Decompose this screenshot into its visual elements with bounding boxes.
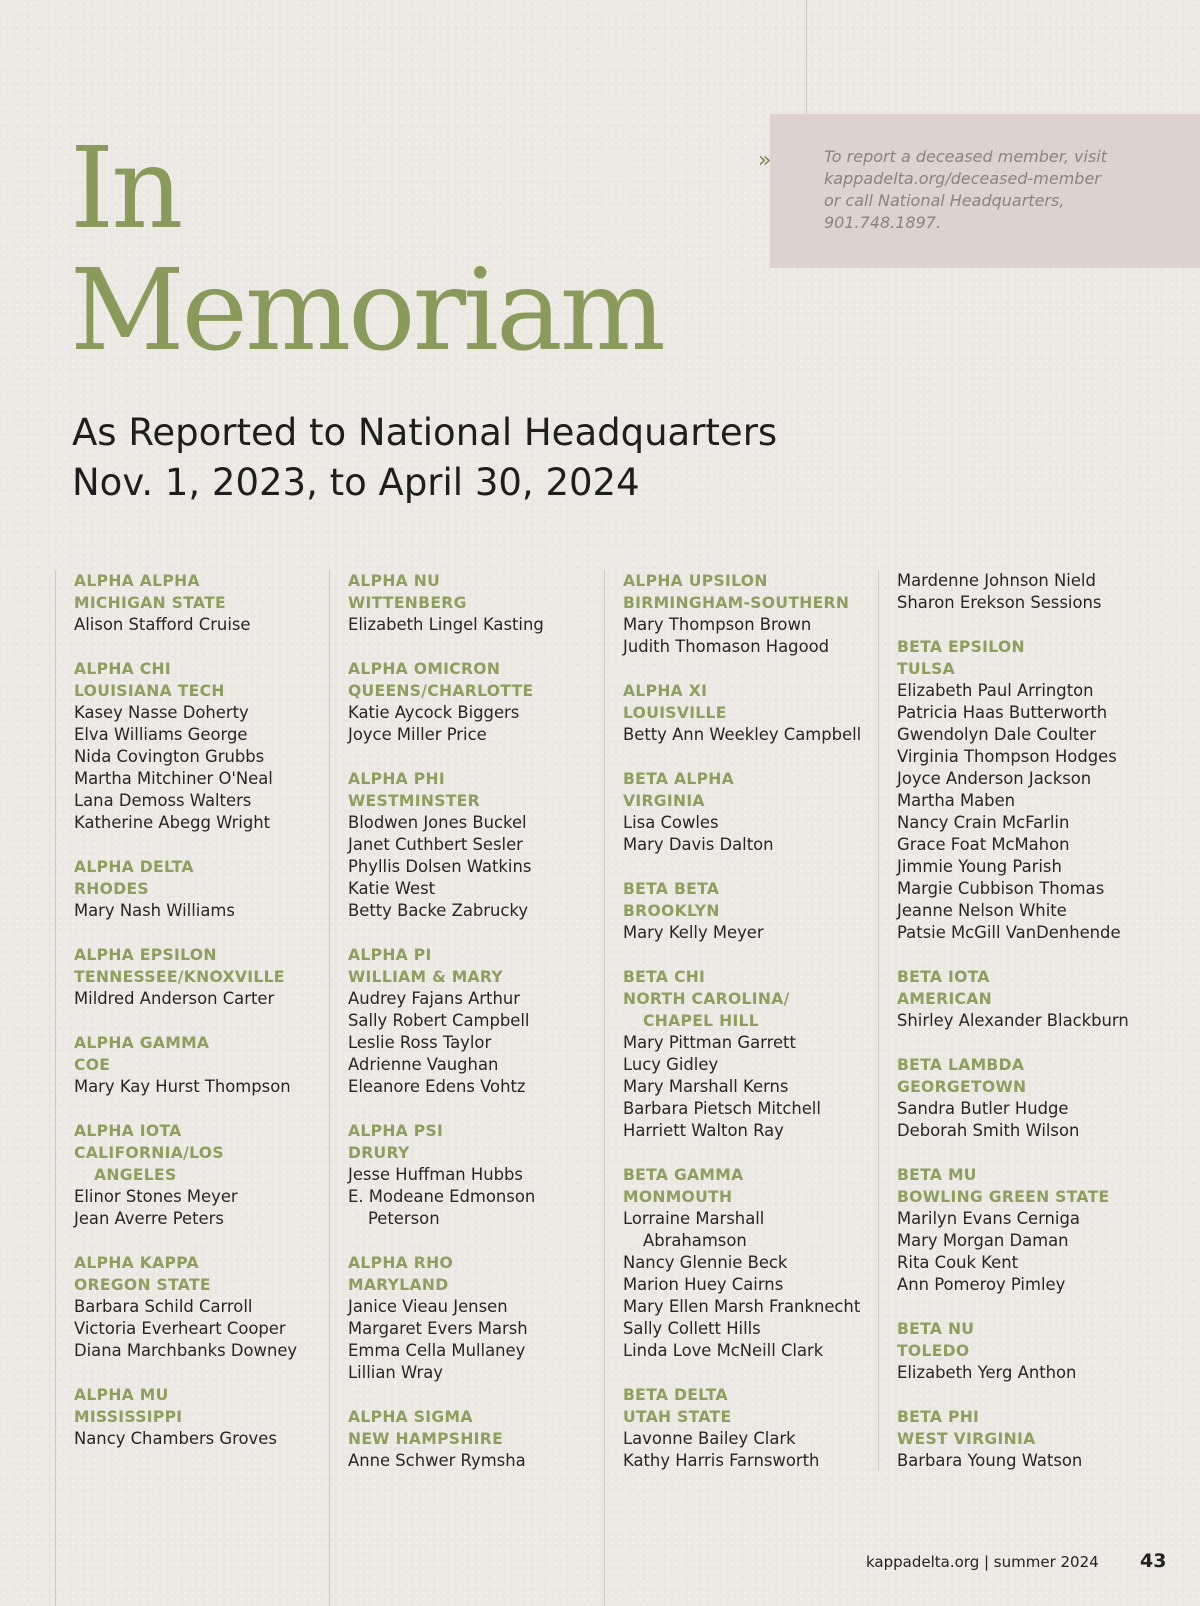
column-divider: [329, 570, 330, 1606]
chapter-section: [623, 966, 885, 1142]
chapter-section: [348, 1252, 610, 1384]
chapter-heading: ALPHA NU: [348, 572, 441, 590]
chapter-section: [348, 944, 610, 1098]
memoriam-column: [623, 570, 885, 1494]
member-name: Eleanore Edens Vohtz: [348, 1077, 526, 1096]
chapter-heading: BOWLING GREEN STATE: [897, 1188, 1110, 1206]
subtitle-line-1: As Reported to National Headquarters: [72, 411, 778, 454]
member-name: Rita Couk Kent: [897, 1253, 1019, 1272]
member-name: Lorraine Marshall: [623, 1209, 765, 1228]
notice-line: 901.748.1897.: [824, 213, 942, 232]
member-name: Linda Love McNeill Clark: [623, 1341, 824, 1360]
member-name: Ann Pomeroy Pimley: [897, 1275, 1066, 1294]
chapter-heading: ALPHA OMICRON: [348, 660, 501, 678]
chapter-section: [74, 1384, 336, 1450]
member-name: Nancy Crain McFarlin: [897, 813, 1070, 832]
double-chevron-icon: »: [758, 148, 769, 173]
member-name: Adrienne Vaughan: [348, 1055, 499, 1074]
member-name: Mary Ellen Marsh Franknecht: [623, 1297, 861, 1316]
member-name: Elinor Stones Meyer: [74, 1187, 238, 1206]
chapter-heading: TENNESSEE/KNOXVILLE: [74, 968, 285, 986]
member-name: Sally Collett Hills: [623, 1319, 761, 1338]
chapter-section: [74, 658, 336, 834]
top-divider-line: [806, 0, 807, 114]
chapter-section: [348, 1406, 610, 1472]
chapter-heading: ALPHA GAMMA: [74, 1034, 210, 1052]
member-name: Janice Vieau Jensen: [348, 1297, 508, 1316]
member-name: Mary Kay Hurst Thompson: [74, 1077, 291, 1096]
member-name: Joyce Miller Price: [348, 725, 487, 744]
member-name: Sally Robert Campbell: [348, 1011, 530, 1030]
member-name: Abrahamson: [643, 1231, 747, 1250]
chapter-heading: WITTENBERG: [348, 594, 467, 612]
chapter-heading: ALPHA EPSILON: [74, 946, 217, 964]
member-name: Peterson: [368, 1209, 440, 1228]
chapter-heading: ALPHA PSI: [348, 1122, 444, 1140]
member-name: Elizabeth Paul Arrington: [897, 681, 1094, 700]
column-divider: [55, 570, 56, 1606]
chapter-heading: BETA MU: [897, 1166, 977, 1184]
member-name: Judith Thomason Hagood: [623, 637, 830, 656]
chapter-heading: CALIFORNIA/LOS: [74, 1144, 224, 1162]
chapter-heading: ALPHA XI: [623, 682, 708, 700]
member-name: Betty Backe Zabrucky: [348, 901, 529, 920]
report-notice-text: [824, 146, 1134, 234]
member-name: Leslie Ross Taylor: [348, 1033, 492, 1052]
member-name: Betty Ann Weekley Campbell: [623, 725, 862, 744]
chapter-heading: WEST VIRGINIA: [897, 1430, 1036, 1448]
chapter-heading: BETA EPSILON: [897, 638, 1025, 656]
column-divider: [878, 570, 879, 1470]
member-name: Lillian Wray: [348, 1363, 443, 1382]
memoriam-column: [74, 570, 336, 1472]
member-name: Blodwen Jones Buckel: [348, 813, 527, 832]
chapter-heading: ALPHA DELTA: [74, 858, 194, 876]
column-divider: [604, 570, 605, 1606]
member-name: Joyce Anderson Jackson: [897, 769, 1092, 788]
member-name: Elizabeth Lingel Kasting: [348, 615, 544, 634]
chapter-heading: RHODES: [74, 880, 149, 898]
chapter-section: [74, 944, 336, 1010]
chapter-section: [897, 966, 1159, 1032]
chapter-section: [897, 1406, 1159, 1472]
chapter-heading: ALPHA MU: [74, 1386, 169, 1404]
memoriam-column: [348, 570, 610, 1494]
chapter-heading: ALPHA PI: [348, 946, 432, 964]
member-name: Barbara Schild Carroll: [74, 1297, 253, 1316]
chapter-heading: BETA IOTA: [897, 968, 990, 986]
chapter-section: [348, 768, 610, 922]
chapter-section: [74, 856, 336, 922]
member-name: Grace Foat McMahon: [897, 835, 1070, 854]
chapter-heading: ALPHA IOTA: [74, 1122, 182, 1140]
chapter-section: [74, 1120, 336, 1230]
notice-line: To report a deceased member, visit: [824, 147, 1107, 166]
chapter-heading: ALPHA ALPHA: [74, 572, 200, 590]
chapter-section: [623, 570, 885, 658]
report-notice-box: [758, 114, 1200, 268]
chapter-section: [348, 570, 610, 636]
chapter-section: [897, 636, 1159, 944]
chapter-heading: ALPHA CHI: [74, 660, 171, 678]
member-name: Katie West: [348, 879, 436, 898]
chapter-heading: COE: [74, 1056, 111, 1074]
chapter-heading: MONMOUTH: [623, 1188, 733, 1206]
chapter-heading: GEORGETOWN: [897, 1078, 1027, 1096]
member-name: Virginia Thompson Hodges: [897, 747, 1117, 766]
member-name: Mary Davis Dalton: [623, 835, 774, 854]
chapter-section: [623, 680, 885, 746]
chapter-heading: ALPHA RHO: [348, 1254, 453, 1272]
member-name: Jesse Huffman Hubbs: [348, 1165, 523, 1184]
chapter-heading: BETA GAMMA: [623, 1166, 744, 1184]
member-name: Marion Huey Cairns: [623, 1275, 784, 1294]
member-name: Phyllis Dolsen Watkins: [348, 857, 532, 876]
member-name: Kasey Nasse Doherty: [74, 703, 249, 722]
member-name: Mary Nash Williams: [74, 901, 235, 920]
chapter-heading: TULSA: [897, 660, 956, 678]
chapter-heading: NORTH CAROLINA/: [623, 990, 790, 1008]
chapter-heading: BETA DELTA: [623, 1386, 728, 1404]
member-name: Martha Mitchiner O'Neal: [74, 769, 273, 788]
chapter-heading: AMERICAN: [897, 990, 993, 1008]
member-name: Katherine Abegg Wright: [74, 813, 271, 832]
chapter-heading: OREGON STATE: [74, 1276, 211, 1294]
member-name: Margaret Evers Marsh: [348, 1319, 528, 1338]
member-name: Lavonne Bailey Clark: [623, 1429, 796, 1448]
member-name: Margie Cubbison Thomas: [897, 879, 1105, 898]
chapter-heading: NEW HAMPSHIRE: [348, 1430, 504, 1448]
member-name: Gwendolyn Dale Coulter: [897, 725, 1097, 744]
member-name: Anne Schwer Rymsha: [348, 1451, 526, 1470]
chapter-heading: LOUISIANA TECH: [74, 682, 225, 700]
member-name: Diana Marchbanks Downey: [74, 1341, 298, 1360]
member-name: Jean Averre Peters: [74, 1209, 224, 1228]
chapter-section: [897, 1318, 1159, 1384]
chapter-heading: LOUISVILLE: [623, 704, 727, 722]
chapter-section: [348, 1120, 610, 1230]
member-name: Barbara Pietsch Mitchell: [623, 1099, 821, 1118]
member-name: Mary Pittman Garrett: [623, 1033, 796, 1052]
chapter-section: [623, 1164, 885, 1362]
member-name: E. Modeane Edmonson: [348, 1187, 536, 1206]
member-name: Alison Stafford Cruise: [74, 615, 251, 634]
chapter-heading: ALPHA SIGMA: [348, 1408, 473, 1426]
member-name: Mildred Anderson Carter: [74, 989, 275, 1008]
member-name: Kathy Harris Farnsworth: [623, 1451, 820, 1470]
member-name: Deborah Smith Wilson: [897, 1121, 1080, 1140]
chapter-section: [74, 570, 336, 636]
member-name: Emma Cella Mullaney: [348, 1341, 526, 1360]
chapter-heading: BETA BETA: [623, 880, 720, 898]
member-name: Nida Covington Grubbs: [74, 747, 265, 766]
chapter-section: [623, 1384, 885, 1472]
member-name: Marilyn Evans Cerniga: [897, 1209, 1080, 1228]
chapter-section: [348, 658, 610, 746]
chapter-section: [897, 1054, 1159, 1142]
chapter-heading: TOLEDO: [897, 1342, 970, 1360]
member-name: Mary Kelly Meyer: [623, 923, 764, 942]
chapter-heading: BETA ALPHA: [623, 770, 735, 788]
member-name: Lana Demoss Walters: [74, 791, 252, 810]
subtitle-date-range: Nov. 1, 2023, to April 30, 2024: [72, 461, 640, 504]
member-name: Shirley Alexander Blackburn: [897, 1011, 1129, 1030]
chapter-heading: ALPHA UPSILON: [623, 572, 768, 590]
memoriam-column: [897, 570, 1159, 1494]
member-name: Audrey Fajans Arthur: [348, 989, 520, 1008]
page-title: [70, 124, 663, 376]
member-name: Lisa Cowles: [623, 813, 719, 832]
chapter-heading: QUEENS/CHARLOTTE: [348, 682, 534, 700]
chapter-heading: ANGELES: [94, 1166, 177, 1184]
chapter-section: [623, 768, 885, 856]
chapter-heading: ALPHA PHI: [348, 770, 445, 788]
title-line-memoriam: Memoriam: [70, 246, 663, 376]
footer-site-issue: kappadelta.org | summer 2024: [866, 1553, 1099, 1571]
member-name: Barbara Young Watson: [897, 1451, 1083, 1470]
chapter-heading: BETA LAMBDA: [897, 1056, 1025, 1074]
page-subtitle: [72, 408, 777, 508]
title-line-in: In: [70, 124, 181, 254]
chapter-section: [897, 570, 1159, 614]
member-name: Patsie McGill VanDenhende: [897, 923, 1121, 942]
member-name: Nancy Chambers Groves: [74, 1429, 277, 1448]
chapter-section: [74, 1252, 336, 1362]
chapter-heading: CHAPEL HILL: [643, 1012, 760, 1030]
member-name: Nancy Glennie Beck: [623, 1253, 788, 1272]
chapter-heading: MARYLAND: [348, 1276, 449, 1294]
chapter-section: [623, 878, 885, 944]
member-name: Mary Thompson Brown: [623, 615, 812, 634]
chapter-section: [74, 1032, 336, 1098]
chapter-heading: ALPHA KAPPA: [74, 1254, 199, 1272]
member-name: Katie Aycock Biggers: [348, 703, 520, 722]
notice-line: kappadelta.org/deceased-member: [824, 169, 1101, 188]
chapter-heading: BETA CHI: [623, 968, 706, 986]
chapter-heading: WILLIAM & MARY: [348, 968, 503, 986]
member-name: Mardenne Johnson Nield: [897, 571, 1096, 590]
member-name: Mary Marshall Kerns: [623, 1077, 789, 1096]
notice-line: or call National Headquarters,: [824, 191, 1065, 210]
member-name: Martha Maben: [897, 791, 1016, 810]
page-number: 43: [1140, 1550, 1167, 1572]
chapter-heading: BIRMINGHAM-SOUTHERN: [623, 594, 850, 612]
member-name: Jeanne Nelson White: [897, 901, 1067, 920]
member-name: Elizabeth Yerg Anthon: [897, 1363, 1077, 1382]
chapter-heading: BETA PHI: [897, 1408, 980, 1426]
chapter-heading: BETA NU: [897, 1320, 975, 1338]
member-name: Mary Morgan Daman: [897, 1231, 1069, 1250]
chapter-heading: WESTMINSTER: [348, 792, 480, 810]
chapter-section: [897, 1164, 1159, 1296]
chapter-heading: DRURY: [348, 1144, 410, 1162]
member-name: Patricia Haas Butterworth: [897, 703, 1108, 722]
member-name: Sharon Erekson Sessions: [897, 593, 1102, 612]
member-name: Sandra Butler Hudge: [897, 1099, 1069, 1118]
member-name: Jimmie Young Parish: [897, 857, 1062, 876]
chapter-heading: MISSISSIPPI: [74, 1408, 183, 1426]
member-name: Elva Williams George: [74, 725, 248, 744]
member-name: Janet Cuthbert Sesler: [348, 835, 523, 854]
chapter-heading: MICHIGAN STATE: [74, 594, 226, 612]
chapter-heading: BROOKLYN: [623, 902, 720, 920]
chapter-heading: UTAH STATE: [623, 1408, 732, 1426]
chapter-heading: VIRGINIA: [623, 792, 705, 810]
member-name: Lucy Gidley: [623, 1055, 719, 1074]
member-name: Victoria Everheart Cooper: [74, 1319, 286, 1338]
member-name: Harriett Walton Ray: [623, 1121, 784, 1140]
